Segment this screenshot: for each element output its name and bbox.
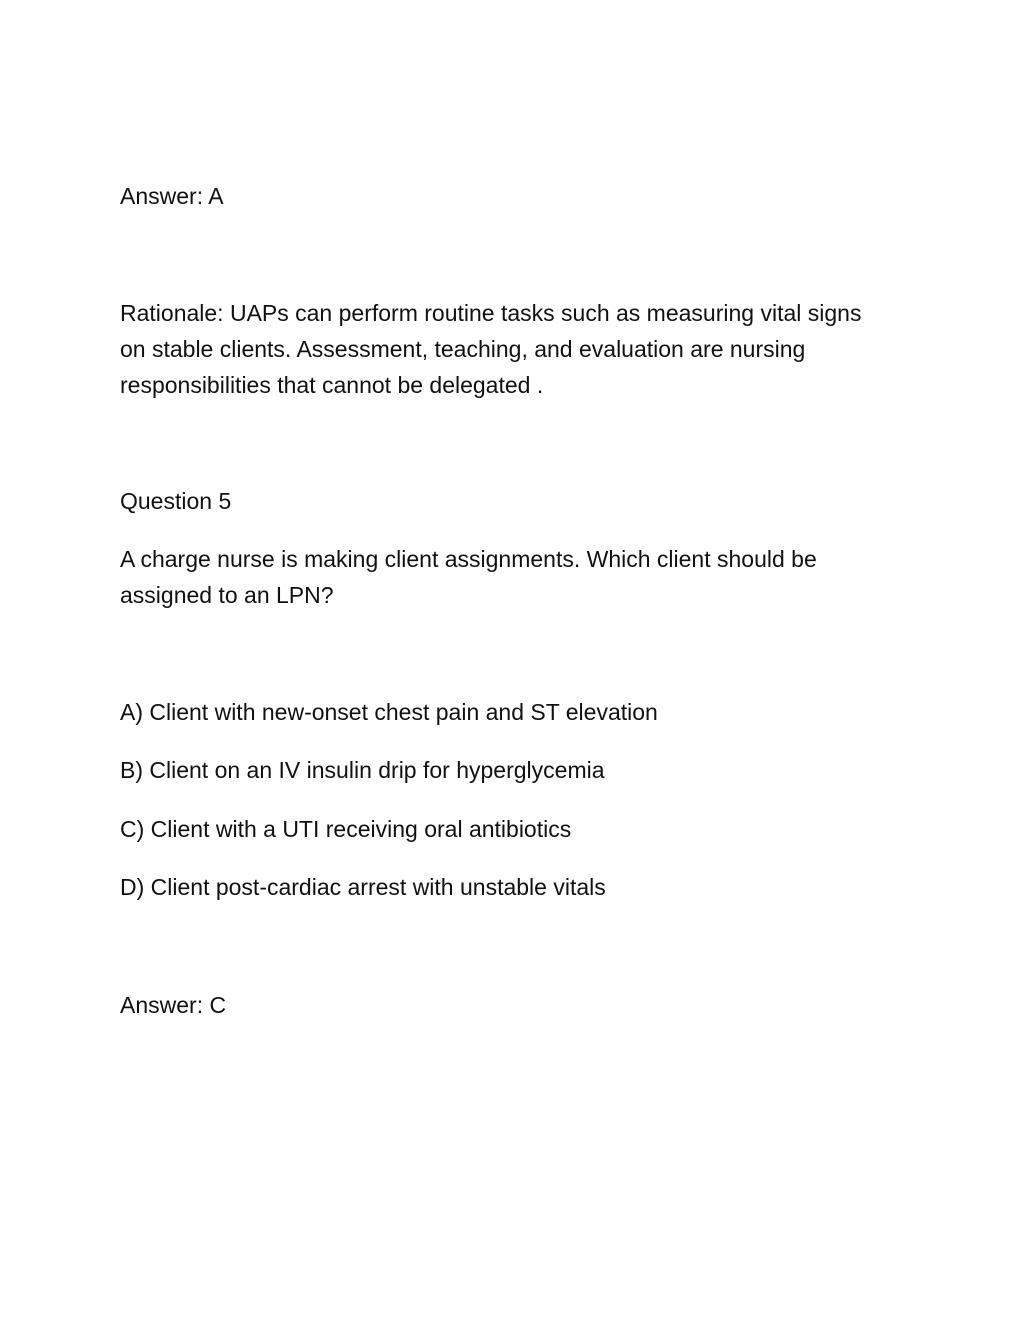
question-stem-line: A charge nurse is making client assignments. Which client should be [120,546,817,572]
option-c: C) Client with a UTI receiving oral antibiotics [120,816,572,842]
rationale-line: Rationale: UAPs can perform routine tasks such as measuring vital signs [120,300,862,326]
option-b: B) Client on an IV insulin drip for hyperglycemia [120,757,605,783]
question-stem-line: assigned to an LPN? [120,582,334,608]
rationale-paragraph [120,295,910,403]
question-heading: Question 5 [120,488,232,514]
option-d: D) Client post-cardiac arrest with unstable vitals [120,874,606,900]
option-a: A) Client with new-onset chest pain and ST elevation [120,699,658,725]
rationale-line: on stable clients. Assessment, teaching, and evaluation are nursing [120,336,806,362]
previous-answer: Answer: A [120,183,224,209]
question-stem [120,541,910,613]
question-answer: Answer: C [120,992,227,1018]
rationale-line: responsibilities that cannot be delegated . [120,372,544,398]
